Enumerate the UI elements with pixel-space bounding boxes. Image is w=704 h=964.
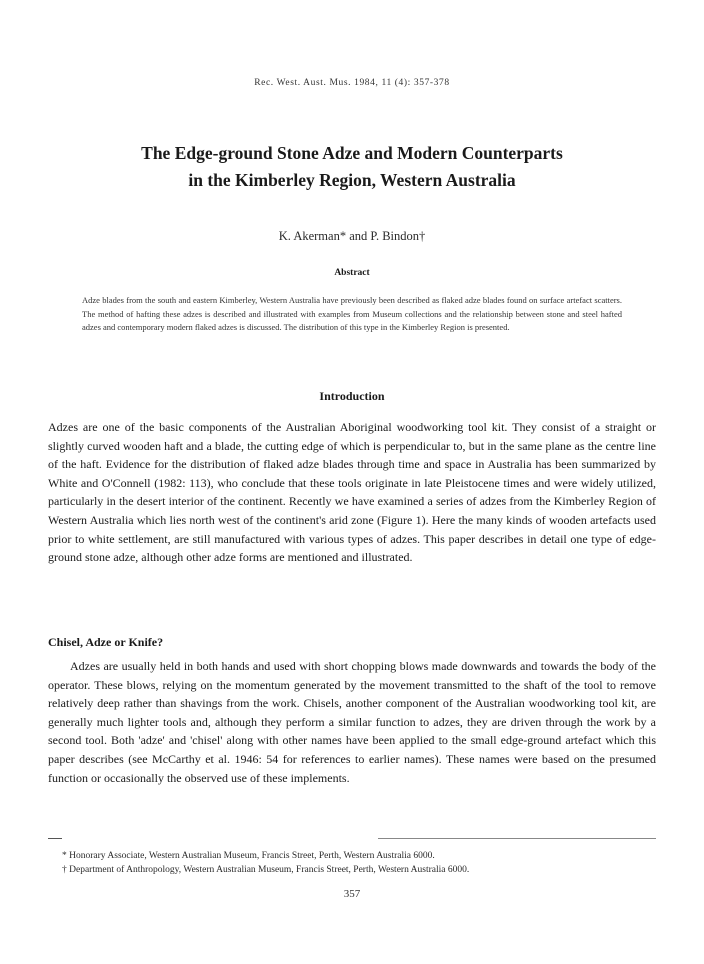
author-list: K. Akerman* and P. Bindon†	[278, 229, 426, 243]
title-line-1: The Edge-ground Stone Adze and Modern Counterparts	[141, 143, 563, 163]
footnote-1: * Honorary Associate, Western Australian Museum, Francis Street, Perth, Western Australia 6000.	[62, 851, 435, 861]
footnote-2: † Department of Anthropology, Western Australian Museum, Francis Street, Perth, Western Australia 6000.	[62, 865, 470, 875]
abstract-body: Adze blades from the south and eastern Kimberley, Western Australia have previously been described as flaked adze blades found on surface artefact scatters. The method of hafting these adzes is described and illustrated with examples from Museum collections and the relationship between stone and steel hafted adzes and contemporary modern flaked adzes is discussed. The distribution of this type in the Kimberley Region is presented.	[82, 295, 622, 333]
chisel-adze-knife-paragraph: Adzes are usually held in both hands and used with short chopping blows made downwards and towards the body of the operator. These blows, relying on the momentum generated by the movement transmitted to the shaft of the tool to remove relatively deep rather than shavings from the work. Chisels, another component of the Australian woodworking tool kit, are generally much lighter tools and, although they perform a similar function to adzes, they are driven through the work by a second tool. Both 'adze' and 'chisel' along with other names have been applied to the small edge-ground artefact which this paper describes (see McCarthy et al. 1946: 54 for references to earlier names). These names were based on the presumed function or occasionally the observed use of these implements.	[48, 659, 656, 785]
chisel-adze-knife-heading: Chisel, Adze or Knife?	[48, 635, 164, 649]
page-number: 357	[343, 888, 361, 900]
footnote-rule-long	[378, 838, 656, 839]
introduction-paragraph: Adzes are one of the basic components of the Australian Aboriginal woodworking tool kit. They consist of a straight or slightly curved wooden haft and a blade, the cutting edge of which is perpendicular to, but in the same plane as the centre line of the haft. Evidence for the distribution of flaked adze blades through time and space in Australia has been summarized by White and O'Connell (1982: 113), who conclude that these tools originate in late Pleistocene times and were widely utilized, particularly in the desert interior of the continent. Recently we have examined a series of adzes from the Kimberley Region of Western Australia which lies north west of the continent's arid zone (Figure 1). Here the many kinds of wooden artefacts used prior to white settlement, are still manufactured with various types of adzes. This paper describes in detail one type of edge-ground stone adze, although other adze forms are mentioned and illustrated.	[48, 420, 656, 565]
footnote-rule-short	[48, 838, 62, 839]
abstract-heading: Abstract	[334, 268, 370, 278]
title-line-2: in the Kimberley Region, Western Australia	[188, 170, 516, 190]
running-head: Rec. West. Aust. Mus. 1984, 11 (4): 357-378	[254, 78, 450, 88]
paper-title	[60, 140, 644, 194]
introduction-heading: Introduction	[319, 389, 385, 403]
footnote-rule	[48, 838, 656, 839]
